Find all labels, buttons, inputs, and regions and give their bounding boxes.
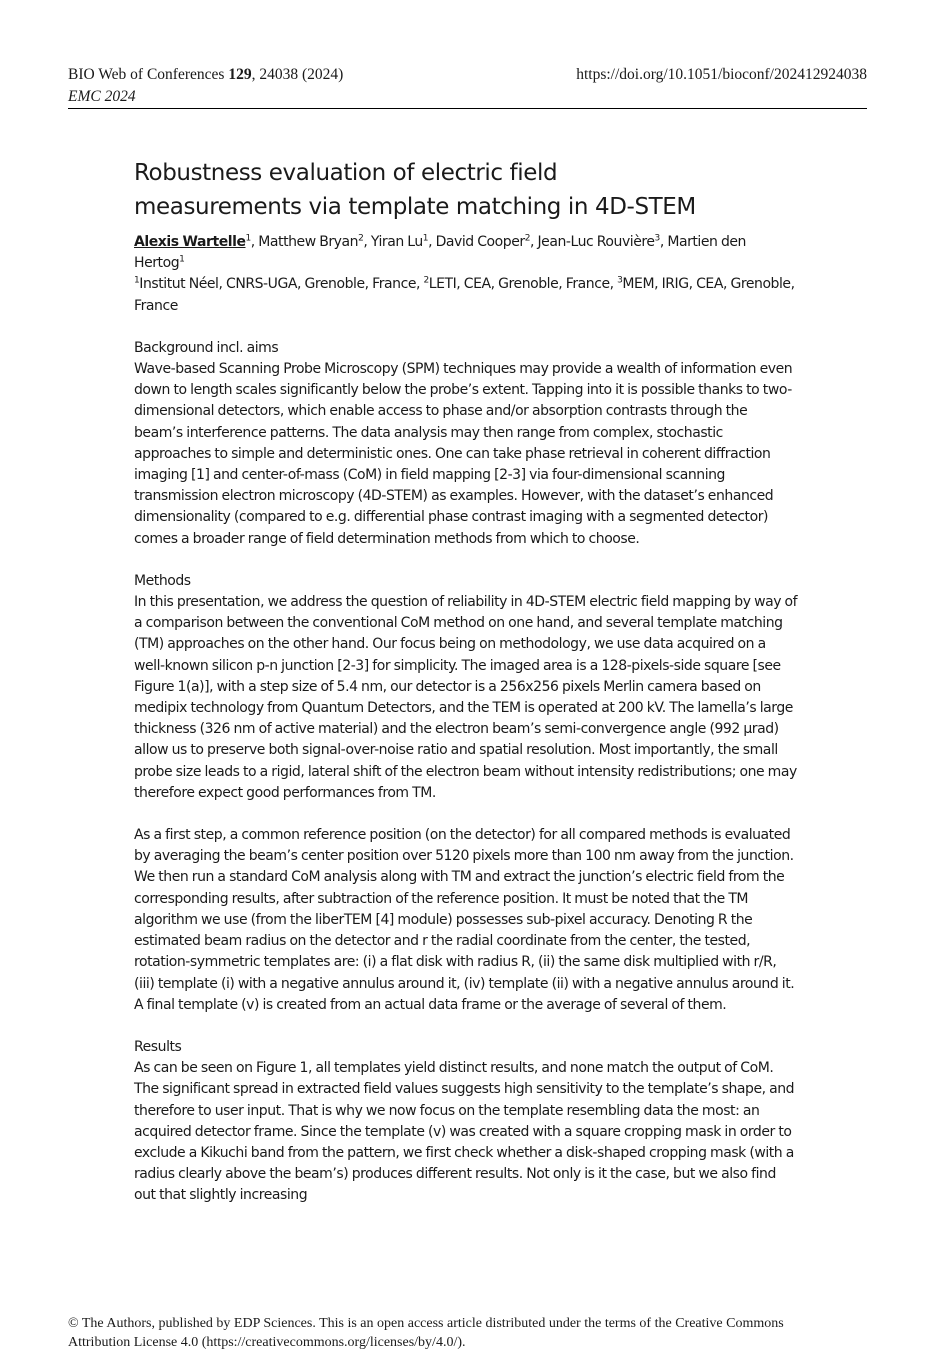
author-name: , Martien den Hertog bbox=[134, 234, 746, 272]
spacer bbox=[134, 1016, 799, 1037]
author-name: , Jean-Luc Rouvière bbox=[529, 234, 655, 250]
license-line-1: © The Authors, published by EDP Sciences. This is an open access article distributed under the terms of the Creative Commons bbox=[68, 1316, 784, 1331]
author-affil-mark: 1 bbox=[179, 254, 185, 265]
conference-name: EMC 2024 bbox=[68, 88, 136, 105]
header-rule bbox=[68, 108, 867, 109]
doi-link[interactable]: https://doi.org/10.1051/bioconf/202412924038 bbox=[576, 66, 867, 83]
author-affil-mark: 1 bbox=[245, 233, 251, 244]
affil-mark: 1 bbox=[134, 275, 140, 286]
affiliation-text: Institut Néel, CNRS-UGA, Grenoble, France, bbox=[139, 276, 424, 293]
methods-heading: Methods bbox=[134, 572, 191, 589]
title-line-2: measurements via template matching in 4D-STEM bbox=[134, 194, 696, 220]
journal-volume: 129 bbox=[228, 66, 252, 83]
affiliations bbox=[134, 274, 799, 316]
author-name: , David Cooper bbox=[428, 234, 525, 250]
author-name: , Yiran Lu bbox=[363, 234, 423, 250]
paper-title bbox=[134, 156, 799, 224]
affiliation-text: LETI, CEA, Grenoble, France, bbox=[428, 276, 618, 293]
results-paragraph: As can be seen on Figure 1, all templates yield distinct results, and none match the output of CoM. The significant spread in extracted field values suggests high sensitivity to the template’s shape, and therefore to user input. That is why we now focus on the template resembling data the most: an acquired detector frame. Since the template (v) was created with a square cropping mask in order to exclude a Kikuchi band from the pattern, we first check whether a disk-shaped cropping mask (with a radius clearly above the beam’s) produces different results. Not only is it the case, but we also find out that slightly increasing bbox=[134, 1060, 795, 1204]
author-list bbox=[134, 232, 799, 274]
results-heading: Results bbox=[134, 1038, 182, 1055]
lead-author: Alexis Wartelle bbox=[134, 234, 246, 250]
license-line-2: Attribution License 4.0 (https://creativecommons.org/licenses/by/4.0/). bbox=[68, 1335, 466, 1350]
title-line-1: Robustness evaluation of electric field bbox=[134, 160, 558, 186]
running-header bbox=[68, 64, 867, 108]
affil-mark: 3 bbox=[617, 275, 623, 286]
journal-citation bbox=[68, 64, 343, 86]
author-name: , Matthew Bryan bbox=[250, 234, 359, 250]
methods-paragraph-2: As a first step, a common reference position (on the detector) for all compared methods is evaluated by averaging the beam’s center position over 5120 pixels more than 100 nm away from the junction. We then run a standard CoM analysis along with TM and extract the junction’s electric field from the corresponding results, after subtraction of the reference position. It must be noted that the TM algorithm we use (from the liberTEM [4] module) possesses sub-pixel accuracy. Denoting R the estimated beam radius on the detector and r the radial coordinate from the center, the tested, rotation-symmetric templates are: (i) a flat disk with radius R, (ii) the same disk multiplied with r/R, (iii) template (i) with a negative annulus around it, (iv) template (ii) with a negative annulus around it. A final template (v) is created from an actual data frame or the average of several of them. bbox=[134, 827, 795, 1013]
author-affil-mark: 1 bbox=[422, 233, 429, 244]
article-number: , 24038 (2024) bbox=[251, 66, 344, 83]
background-heading: Background incl. aims bbox=[134, 339, 279, 356]
methods-paragraph-1: In this presentation, we address the question of reliability in 4D-STEM electric field mapping by way of a comparison between the conventional CoM method on one hand, and several template matching (TM) approaches on the other hand. Our focus being on methodology, we use data acquired on a well-known silicon p-n junction [2-3] for simplicity. The imaged area is a 128-pixels-side square [see Figure 1(a)], with a step size of 5.4 nm, our detector is a 256x256 pixels Merlin camera based on medipix technology from Quantum Detectors, and the TEM is operated at 200 kV. The lamella’s large thickness (326 nm of active material) and the electron beam’s semi-convergence angle (992 µrad) allow us to preserve both signal-over-noise ratio and spatial resolution. Most importantly, the small probe size leads to a rigid, lateral shift of the electron beam without intensity redistributions; one may therefore expect good performances from TM. bbox=[134, 594, 798, 801]
spacer bbox=[134, 317, 799, 338]
license-footer bbox=[68, 1314, 868, 1352]
journal-name: BIO Web of Conferences bbox=[68, 66, 229, 83]
author-affil-mark: 2 bbox=[524, 233, 530, 244]
background-paragraph: Wave-based Scanning Probe Microscopy (SPM) techniques may provide a wealth of information even down to length scales significantly below the probe’s extent. Tapping into it is possible thanks to two-dimensional detectors, which enable access to phase and/or absorption contrasts through the beam’s interference patterns. The data analysis may then range from complex, stochastic approaches to simple and deterministic ones. One can take phase retrieval in coherent diffraction imaging [1] and center-of-mass (CoM) in field mapping [2-3] via four-dimensional scanning transmission electron microscopy (4D-STEM) as examples. However, with the dataset’s enhanced dimensionality (compared to e.g. differential phase contrast imaging with a segmented detector) comes a broader range of field determination methods from which to choose. bbox=[134, 361, 793, 547]
author-affil-mark: 2 bbox=[358, 233, 364, 244]
affiliation-text: MEM, IRIG, CEA, Grenoble, France bbox=[134, 276, 795, 314]
spacer bbox=[134, 550, 799, 571]
affil-mark: 2 bbox=[423, 275, 429, 286]
paper-body bbox=[134, 156, 799, 1207]
spacer bbox=[134, 804, 799, 825]
author-affil-mark: 3 bbox=[654, 233, 660, 244]
